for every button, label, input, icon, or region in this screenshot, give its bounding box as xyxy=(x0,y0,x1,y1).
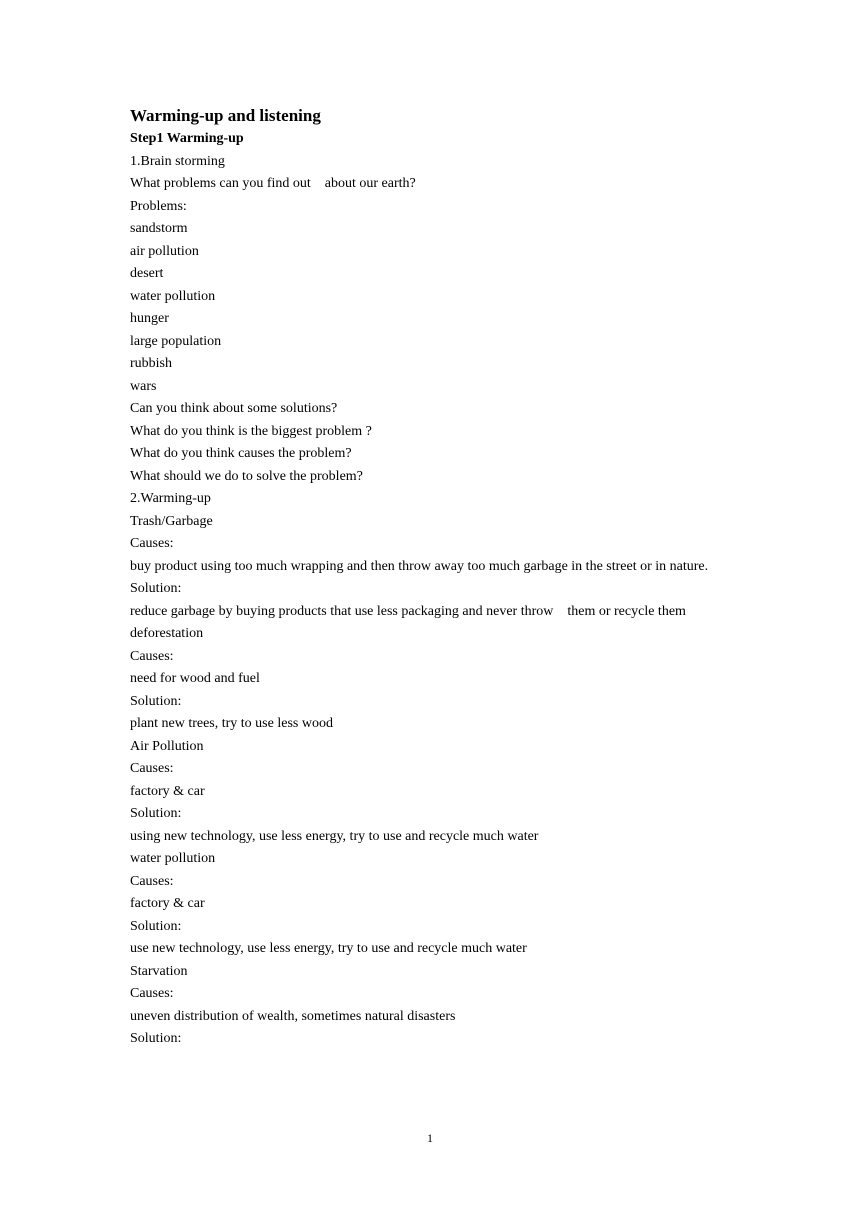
text-line: water pollution xyxy=(130,851,216,866)
text-line: What should we do to solve the problem? xyxy=(130,468,363,484)
text-line: Problems: xyxy=(130,198,187,214)
text-line: Causes: xyxy=(130,536,174,551)
text-line: Causes: xyxy=(130,648,174,664)
text-line: Can you think about some solutions? xyxy=(130,401,338,416)
text-line: Causes: xyxy=(130,761,174,776)
text-line: uneven distribution of wealth, sometimes natural disasters xyxy=(130,1008,456,1024)
page-number: 1 xyxy=(427,1131,433,1145)
text-line: plant new trees, try to use less wood xyxy=(130,716,333,731)
text-line: 1.Brain storming xyxy=(130,153,225,169)
text-line: use new technology, use less energy, try to use and recycle much water xyxy=(130,941,527,956)
text-line: Causes: xyxy=(130,873,174,889)
text-line: large population xyxy=(130,333,222,349)
text-line: Starvation xyxy=(130,963,188,979)
text-line: What do you think causes the problem? xyxy=(130,446,352,461)
text-line: Solution: xyxy=(130,1031,182,1046)
text-line: hunger xyxy=(130,311,169,326)
text-line: Air Pollution xyxy=(130,738,204,754)
text-line: factory & car xyxy=(130,783,205,799)
document-body xyxy=(130,104,732,1051)
text-line: using new technology, use less energy, try to use and recycle much water xyxy=(130,828,539,844)
text-lines xyxy=(130,151,732,1051)
text-line: What problems can you find out about our earth? xyxy=(130,176,416,191)
text-line: Solution: xyxy=(130,806,182,821)
text-line: Solution: xyxy=(130,918,182,934)
text-line: desert xyxy=(130,266,164,281)
section-heading: Step1 Warming-up xyxy=(130,131,244,146)
text-line: Solution: xyxy=(130,581,182,596)
text-line: Causes: xyxy=(130,986,174,1001)
text-line: factory & car xyxy=(130,896,205,911)
text-line: reduce garbage by buying products that use less packaging and never throw them or recycle them xyxy=(130,603,686,619)
text-line: deforestation xyxy=(130,626,204,641)
text-line: Trash/Garbage xyxy=(130,513,213,529)
text-line: sandstorm xyxy=(130,221,188,236)
document-title: Warming-up and listening xyxy=(130,106,321,125)
text-line: need for wood and fuel xyxy=(130,671,260,686)
text-line: wars xyxy=(130,378,157,394)
text-line: rubbish xyxy=(130,356,172,371)
text-line: 2.Warming-up xyxy=(130,491,211,506)
text-line: What do you think is the biggest problem ? xyxy=(130,423,372,439)
text-line: water pollution xyxy=(130,288,216,304)
text-line: buy product using too much wrapping and then throw away too much garbage in the street or in nature. xyxy=(130,558,709,574)
text-line: Solution: xyxy=(130,693,182,709)
text-line: air pollution xyxy=(130,243,199,259)
